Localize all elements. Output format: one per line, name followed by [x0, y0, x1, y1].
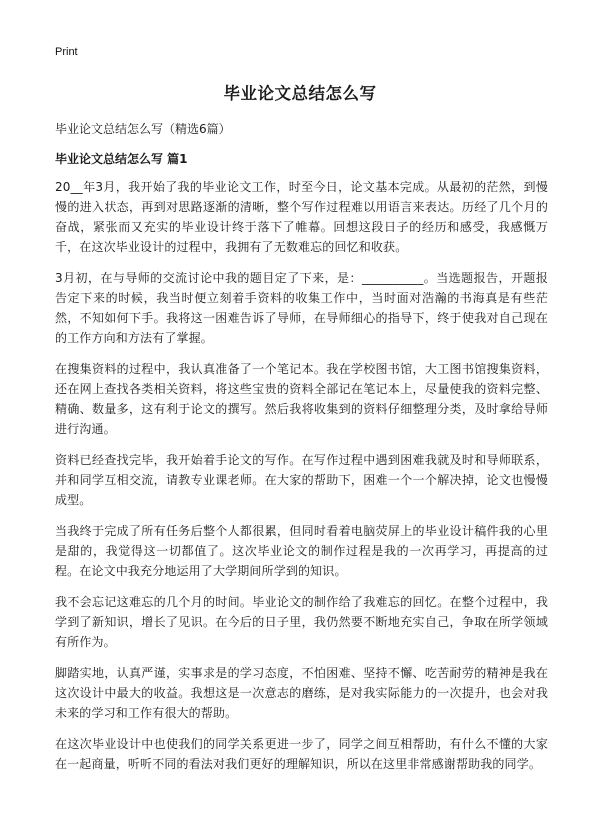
- paragraph: 脚踏实地，认真严谨，实事求是的学习态度，不怕困难、坚持不懈、吃苦耐劳的精神是我在这次设计中最大的收益。我想这是一次意志的磨练，是对我实际能力的一次提升，也会对我未来的学习和工作有很大的帮助。: [55, 666, 548, 720]
- paragraph: 在这次毕业设计中也使我们的同学关系更进一步了，同学之间互相帮助，有什么不懂的大家在一起商量，听听不同的看法对我们更好的理解知识，所以在这里非常感谢帮助我的同学。: [55, 737, 548, 771]
- paragraph: 资料已经查找完毕，我开始着手论文的写作。在写作过程中遇到困难我就及时和导师联系，并和同学互相交流，请教专业课老师。在大家的帮助下，困难一个一个解决掉，论文也慢慢成型。: [55, 453, 548, 507]
- paragraph: 在搜集资料的过程中，我认真准备了一个笔记本。我在学校图书馆，大工图书馆搜集资料，还在网上查找各类相关资料，将这些宝贵的资料全部记在笔记本上，尽量使我的资料完整、精确、数量多，这有利于论文的撰写。然后我将收集到的资料仔细整理分类，及时拿给导师进行沟通。: [55, 362, 548, 436]
- page-title: 毕业论文总结怎么写: [223, 84, 377, 103]
- section-heading: 毕业论文总结怎么写 篇1: [55, 152, 188, 166]
- document-subtitle: 毕业论文总结怎么写（精选6篇）: [55, 122, 231, 136]
- paragraph: 20__年3月，我开始了我的毕业论文工作，时至今日，论文基本完成。从最初的茫然，到慢慢的进入状态，再到对思路逐渐的清晰，整个写作过程难以用语言来表达。历经了几个月的奋战，紧张而又充实的毕业设计终于落下了帷幕。回想这段日子的经历和感受，我感慨万千，在这次毕业设计的过程中，我拥有了无数难忘的回忆和收获。: [55, 180, 548, 254]
- paragraph: 当我终于完成了所有任务后整个人都很累，但同时看着电脑荧屏上的毕业设计稿件我的心里是甜的，我觉得这一切都值了。这次毕业论文的制作过程是我的一次再学习，再提高的过程。在论文中我充分地运用了大学期间所学到的知识。: [55, 524, 548, 578]
- print-link[interactable]: Print: [55, 46, 78, 58]
- document-body: [55, 120, 548, 785]
- paragraph: 3月初，在与导师的交流讨论中我的题目定了下来，是：__________。当选题报告，开题报告定下来的时候，我当时便立刻着手资料的收集工作中，当时面对浩瀚的书海真是有些茫然，不知如何下手。我将这一困难告诉了导师，在导师细心的指导下，终于使我对自己现在的工作方向和方法有了掌握。: [55, 271, 548, 345]
- paragraph: 我不会忘记这难忘的几个月的时间。毕业论文的制作给了我难忘的回忆。在整个过程中，我学到了新知识，增长了见识。在今后的日子里，我仍然要不断地充实自己，争取在所学领域有所作为。: [55, 595, 548, 649]
